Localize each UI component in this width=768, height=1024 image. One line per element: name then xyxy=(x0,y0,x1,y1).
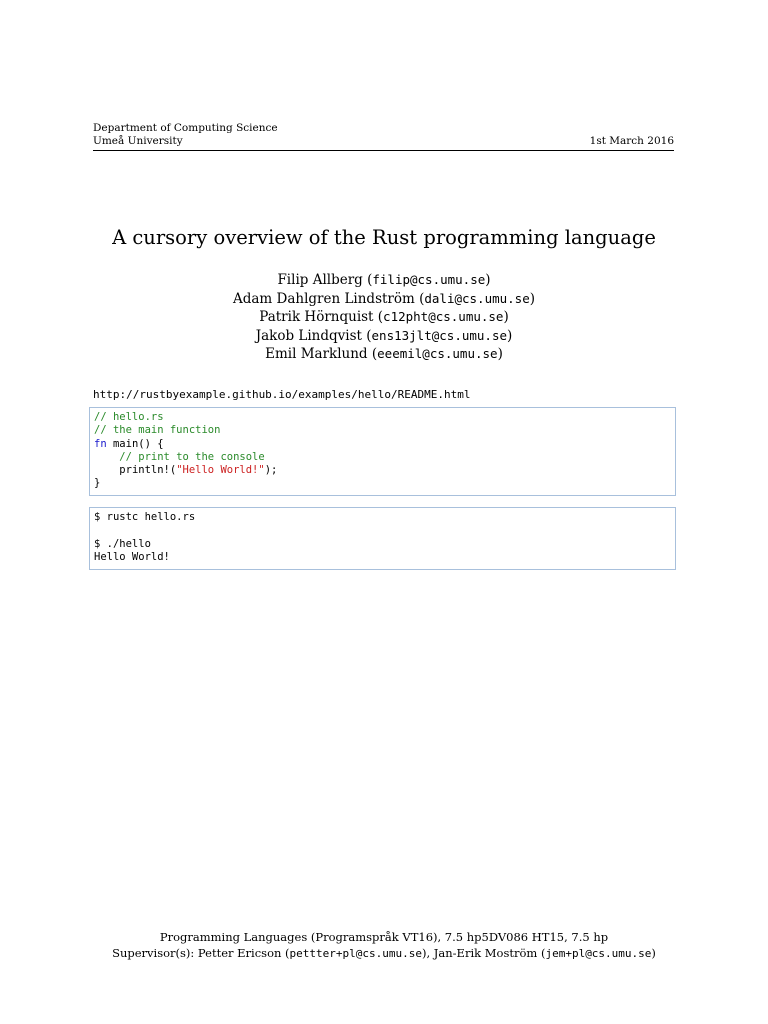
code-listing xyxy=(89,407,676,496)
department-label: Department of Computing Science xyxy=(93,122,278,134)
author-email[interactable]: dali@cs.umu.se xyxy=(424,290,530,306)
code-comment: // hello.rs xyxy=(94,411,164,423)
author-line: Emil Marklund (eeemil@cs.umu.se) xyxy=(265,346,503,362)
author-email[interactable]: c12pht@cs.umu.se xyxy=(383,309,504,324)
author-name: Emil Marklund xyxy=(265,346,368,362)
supervisor-line xyxy=(0,946,768,962)
supervisor-prefix: Supervisor(s): Petter Ericson ( xyxy=(112,945,290,960)
author-email[interactable]: filip@cs.umu.se xyxy=(372,272,486,287)
author-list xyxy=(0,271,768,364)
code-string: "Hello World!" xyxy=(176,464,265,477)
shell-listing xyxy=(89,507,676,570)
page-header xyxy=(93,122,674,148)
code-text: main() { xyxy=(106,437,164,450)
code-comment: // the main function xyxy=(94,424,221,437)
author-name: Jakob Lindqvist xyxy=(255,327,362,344)
code-text: ); xyxy=(264,464,278,477)
supervisor-suffix: ) xyxy=(651,945,656,960)
author-name: Patrik Hörnquist xyxy=(259,309,374,325)
source-url[interactable]: http://rustbyexample.github.io/examples/hello/README.html xyxy=(93,388,471,401)
shell-line: $ ./hello xyxy=(94,537,151,550)
author-line: Filip Allberg (filip@cs.umu.se) xyxy=(277,272,491,288)
university-label: Umeå University xyxy=(93,135,183,147)
page-footer xyxy=(0,930,768,961)
author-line: Jakob Lindqvist (ens13jlt@cs.umu.se) xyxy=(255,327,513,344)
shell-line: $ rustc hello.rs xyxy=(94,511,196,523)
author-line: Adam Dahlgren Lindström (dali@cs.umu.se) xyxy=(232,290,536,307)
date-label: 1st March 2016 xyxy=(589,135,674,147)
supervisor-email[interactable]: jem+pl@cs.umu.se xyxy=(545,946,652,960)
author-email[interactable]: ens13jlt@cs.umu.se xyxy=(371,327,507,343)
author-name: Filip Allberg xyxy=(277,272,363,288)
code-comment: // print to the console xyxy=(119,450,265,463)
supervisor-mid: ), Jan-Erik Moström ( xyxy=(422,945,546,960)
header-rule xyxy=(93,150,674,151)
author-name: Adam Dahlgren Lindström xyxy=(232,290,415,307)
supervisor-email[interactable]: pettter+pl@cs.umu.se xyxy=(289,946,422,960)
shell-output: Hello World! xyxy=(94,550,170,563)
code-keyword: fn xyxy=(94,437,107,450)
code-text: println!( xyxy=(119,464,177,477)
author-line: Patrik Hörnquist (c12pht@cs.umu.se) xyxy=(259,309,509,325)
author-email[interactable]: eeemil@cs.umu.se xyxy=(377,346,498,361)
code-text: } xyxy=(94,477,101,490)
page-title: A cursory overview of the Rust programming language xyxy=(112,226,656,249)
course-line: Programming Languages (Programspråk VT16), 7.5 hp5DV086 HT15, 7.5 hp xyxy=(159,930,609,944)
